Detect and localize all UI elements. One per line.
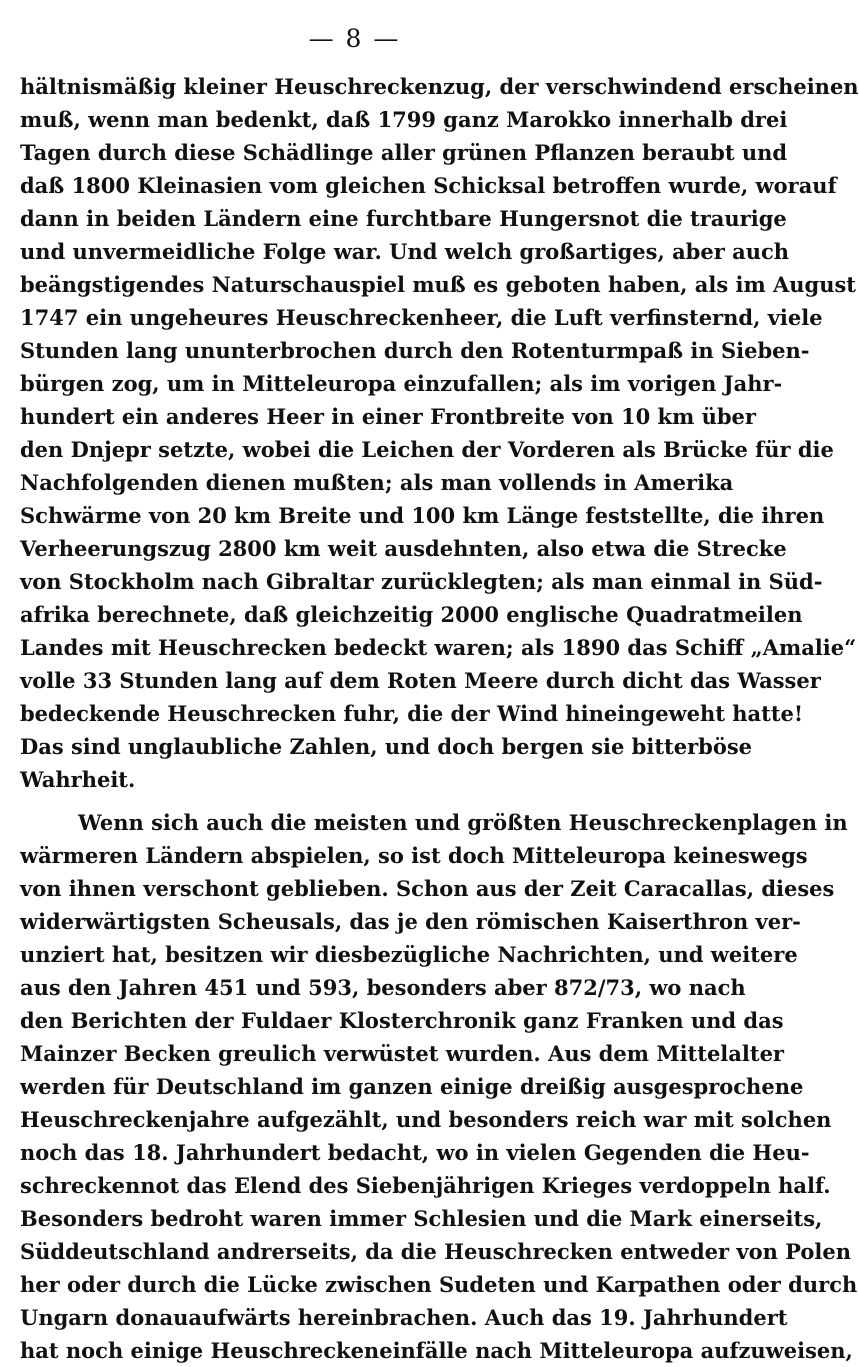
text-line: hat noch einige Heuschreckeneinfälle nach Mitteleuropa aufzuweisen,	[20, 1338, 853, 1363]
text-line: Süddeutschland andrerseits, da die Heuschrecken entweder von Polen	[20, 1239, 852, 1264]
text-line: hundert ein anderes Heer in einer Frontbreite von 10 km über	[20, 404, 756, 429]
text-line: bürgen zog, um in Mitteleuropa einzufallen; als im vorigen Jahr-	[20, 371, 783, 396]
text-line: Verheerungszug 2800 km weit ausdehnten, also etwa die Strecke	[20, 536, 787, 561]
text-line: Besonders bedroht waren immer Schlesien und die Mark einerseits,	[20, 1206, 823, 1231]
paragraph-2	[20, 806, 858, 1367]
text-line: schreckennot das Elend des Siebenjährigen Krieges verdoppeln half.	[20, 1173, 831, 1198]
page-number: — 8 —	[308, 24, 401, 53]
text-line: beängstigendes Naturschauspiel muß es geboten haben, als im August	[20, 272, 857, 297]
text-line: von ihnen verschont geblieben. Schon aus der Zeit Caracallas, dieses	[20, 876, 835, 901]
paragraph-1	[20, 70, 859, 796]
text-line: Ungarn donauaufwärts hereinbrachen. Auch das 19. Jahrhundert	[20, 1305, 788, 1330]
body-text	[20, 70, 859, 1367]
text-line: Mainzer Becken greulich verwüstet wurden. Aus dem Mittelalter	[20, 1041, 784, 1066]
text-line: her oder durch die Lücke zwischen Sudeten und Karpathen oder durch	[20, 1272, 858, 1297]
text-line: noch das 18. Jahrhundert bedacht, wo in vielen Gegenden die Heu-	[20, 1140, 810, 1165]
text-line: 1747 ein ungeheures Heuschreckenheer, die Luft verfinsternd, viele	[20, 305, 823, 330]
text-line: Wahrheit.	[20, 767, 136, 792]
text-line: unziert hat, besitzen wir diesbezügliche Nachrichten, und weitere	[20, 942, 798, 967]
text-line: volle 33 Stunden lang auf dem Roten Meere durch dicht das Wasser	[20, 668, 821, 693]
text-line: Wenn sich auch die meisten und größten Heuschreckenplagen in	[78, 810, 848, 835]
text-line: von Stockholm nach Gibraltar zurücklegten; als man einmal in Süd-	[20, 569, 823, 594]
text-line: Das sind unglaubliche Zahlen, und doch bergen sie bitterböse	[20, 734, 753, 759]
paragraph-gap	[20, 796, 688, 806]
text-line: Tagen durch diese Schädlinge aller grünen Pflanzen beraubt und	[20, 140, 788, 165]
text-line: bedeckende Heuschrecken fuhr, die der Wind hineingeweht hatte!	[20, 701, 804, 726]
text-line: widerwärtigsten Scheusals, das je den römischen Kaiserthron ver-	[20, 909, 801, 934]
text-line: daß 1800 Kleinasien vom gleichen Schicksal betroffen wurde, worauf	[20, 173, 837, 198]
text-line: wärmeren Ländern abspielen, so ist doch Mitteleuropa keineswegs	[20, 843, 808, 868]
text-line: hältnismäßig kleiner Heuschreckenzug, der verschwindend erscheinen	[20, 74, 859, 99]
text-line: den Dnjepr setzte, wobei die Leichen der Vorderen als Brücke für die	[20, 437, 834, 462]
text-line: Schwärme von 20 km Breite und 100 km Länge feststellte, die ihren	[20, 503, 825, 528]
text-line: Nachfolgenden dienen mußten; als man vollends in Amerika	[20, 470, 734, 495]
text-line: Landes mit Heuschrecken bedeckt waren; als 1890 das Schiff „Amalie“	[20, 635, 857, 660]
text-line: afrika berechnete, daß gleichzeitig 2000 englische Quadratmeilen	[20, 602, 803, 627]
text-line: muß, wenn man bedenkt, daß 1799 ganz Marokko innerhalb drei	[20, 107, 788, 132]
text-line: den Berichten der Fuldaer Klosterchronik ganz Franken und das	[20, 1008, 784, 1033]
text-line: aus den Jahren 451 und 593, besonders aber 872/73, wo nach	[20, 975, 746, 1000]
text-line: Heuschreckenjahre aufgezählt, und besonders reich war mit solchen	[20, 1107, 832, 1132]
text-line: dann in beiden Ländern eine furchtbare Hungersnot die traurige	[20, 206, 787, 231]
text-line: werden für Deutschland im ganzen einige dreißig ausgesprochene	[20, 1074, 804, 1099]
text-line: Stunden lang ununterbrochen durch den Rotenturmpaß in Sieben-	[20, 338, 810, 363]
text-line: und unvermeidliche Folge war. Und welch großartiges, aber auch	[20, 239, 790, 264]
